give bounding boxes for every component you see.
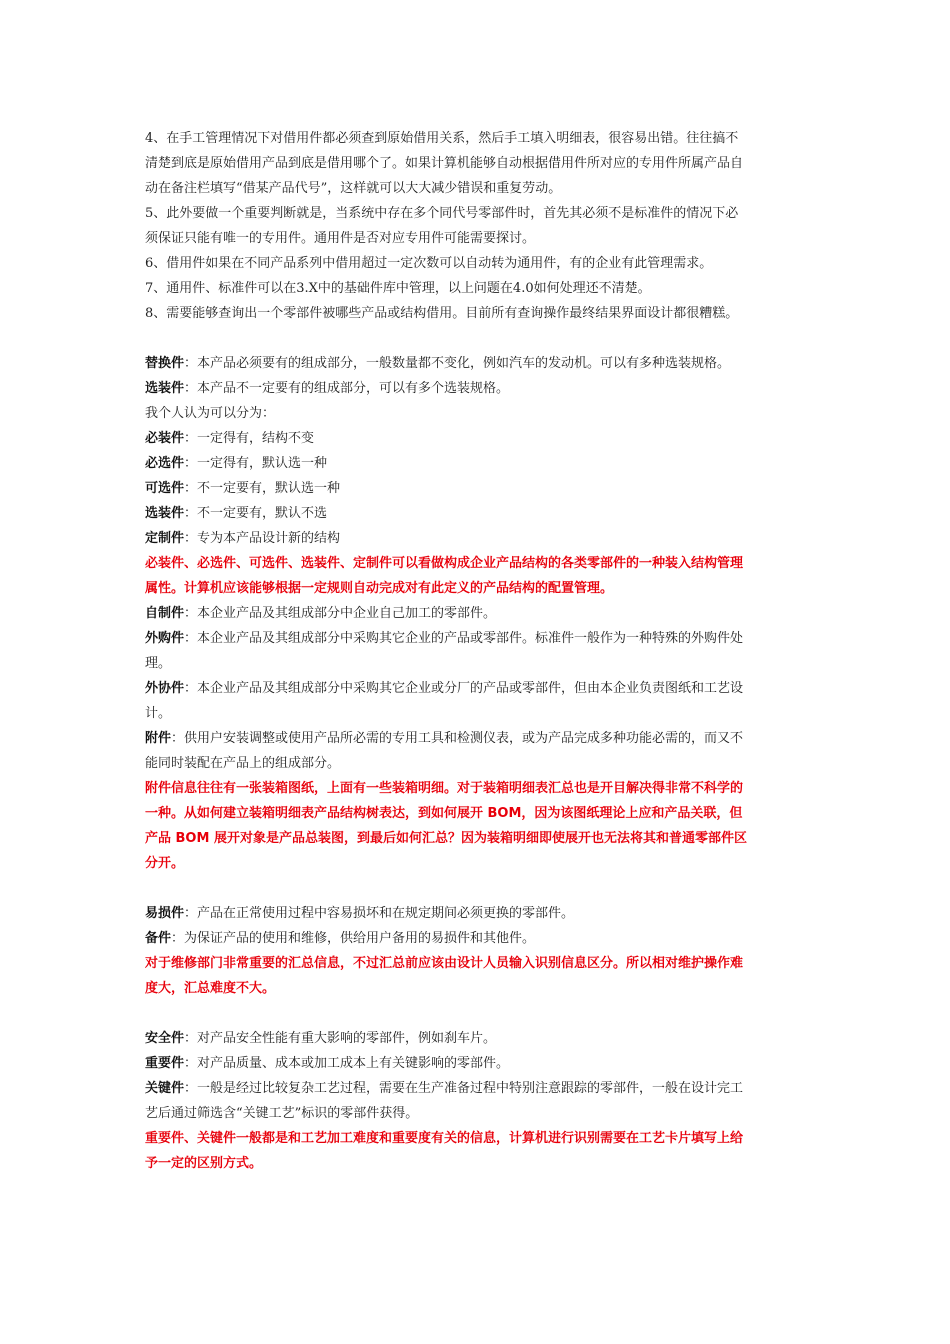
term-label: 备件 [145,931,172,946]
highlight-note: 重要件、关键件一般都是和工艺加工难度和重要度有关的信息，计算机进行识别需要在工艺卡片填写上给 [145,1131,744,1146]
personal-note: 我个人认为可以分为： [145,406,276,421]
definition-line [145,676,807,701]
term-label: 选装件 [145,506,185,521]
term-description: ：供用户安装调整或使用产品所必需的专用工具和检测仪表，或为产品完成多种功能必需的，而又不 [171,731,744,746]
highlight-note: 予一定的区别方式。 [145,1156,263,1171]
definition-continuation: 理。 [145,656,172,671]
term-description: ：本企业产品及其组成部分中采购其它企业或分厂的产品或零部件，但由本企业负责图纸和工艺设 [184,681,744,696]
definition-continuation: 艺后通过筛选含“关键工艺”标识的零部件获得。 [145,1106,419,1121]
highlight-note: 一种。从如何建立装箱明细表产品结构树表达，到如何展开 BOM，因为该图纸理论上应和产品关联，但 [145,806,743,821]
term-label: 可选件 [145,481,185,496]
highlight-note: 分开。 [145,856,185,871]
definition-continuation: 计。 [145,706,172,721]
paragraph-line: 须保证只能有唯一的专用件。通用件是否对应专用件可能需要探讨。 [145,231,536,246]
term-description: ：本产品不一定要有的组成部分，可以有多个选装规格。 [184,381,510,396]
term-description: ：一定得有，结构不变 [184,431,315,446]
term-label: 附件 [145,731,172,746]
highlight-note: 产品 BOM 展开对象是产品总装图，到最后如何汇总？因为装箱明细即使展开也无法将其和普通零部件区 [145,831,747,846]
definition-line [145,926,807,951]
term-description: ：不一定要有，默认不选 [184,506,328,521]
term-label: 易损件 [145,906,185,921]
definition-line [145,526,807,551]
paragraph-spacer [145,326,807,351]
term-description: ：一定得有，默认选一种 [184,456,328,471]
paragraph-spacer [145,876,807,901]
paragraph-line: 6、借用件如果在不同产品系列中借用超过一定次数可以自动转为通用件，有的企业有此管理需求。 [145,256,713,271]
definition-continuation: 能同时装配在产品上的组成部分。 [145,756,341,771]
definition-line [145,351,807,376]
definition-line [145,726,807,751]
term-description: ：一般是经过比较复杂工艺过程，需要在生产准备过程中特别注意跟踪的零部件，一般在设计完工 [184,1081,744,1096]
definition-line [145,901,807,926]
definition-line [145,476,807,501]
highlight-note: 附件信息往往有一张装箱图纸，上面有一些装箱明细。对于装箱明细表汇总也是开目解决得非常不科学的 [145,781,744,796]
paragraph-line: 8、需要能够查询出一个零部件被哪些产品或结构借用。目前所有查询操作最终结果界面设计都很糟糕。 [145,306,739,321]
term-description: ：不一定要有，默认选一种 [184,481,341,496]
definition-line [145,501,807,526]
highlight-note: 对于维修部门非常重要的汇总信息，不过汇总前应该由设计人员输入识别信息区分。所以相对维护操作难 [145,956,744,971]
definition-line [145,1051,807,1076]
term-description: ：本企业产品及其组成部分中企业自己加工的零部件。 [184,606,497,621]
term-label: 替换件 [145,356,185,371]
term-label: 必选件 [145,456,185,471]
definition-line [145,451,807,476]
term-description: ：对产品质量、成本或加工成本上有关键影响的零部件。 [184,1056,510,1071]
paragraph-line: 4、在手工管理情况下对借用件都必须查到原始借用关系，然后手工填入明细表，很容易出错。往往搞不 [145,131,739,146]
term-description: ：为保证产品的使用和维修，供给用户备用的易损件和其他件。 [171,931,536,946]
term-label: 安全件 [145,1031,185,1046]
term-description: ：产品在正常使用过程中容易损坏和在规定期间必须更换的零部件。 [184,906,575,921]
definition-line [145,626,807,651]
term-description: ：本产品必须要有的组成部分，一般数量都不变化，例如汽车的发动机。可以有多种选装规格。 [184,356,731,371]
highlight-note: 必装件、必选件、可选件、选装件、定制件可以看做构成企业产品结构的各类零部件的一种装入结构管理 [145,556,744,571]
term-label: 选装件 [145,381,185,396]
term-description: ：专为本产品设计新的结构 [184,531,341,546]
definition-line [145,426,807,451]
term-description: ：对产品安全性能有重大影响的零部件，例如刹车片。 [184,1031,497,1046]
definition-line [145,601,807,626]
paragraph-line: 清楚到底是原始借用产品到底是借用哪个了。如果计算机能够自动根据借用件所对应的专用件所属产品自 [145,156,744,171]
term-label: 定制件 [145,531,185,546]
document-page [145,126,807,1176]
term-label: 外协件 [145,681,185,696]
highlight-note: 度大，汇总难度不大。 [145,981,276,996]
term-label: 重要件 [145,1056,185,1071]
term-description: ：本企业产品及其组成部分中采购其它企业的产品或零部件。标准件一般作为一种特殊的外购件处 [184,631,744,646]
definition-line [145,376,807,401]
term-label: 关键件 [145,1081,185,1096]
definition-line [145,1076,807,1101]
definition-line [145,1026,807,1051]
highlight-note: 属性。计算机应该能够根据一定规则自动完成对有此定义的产品结构的配置管理。 [145,581,614,596]
term-label: 自制件 [145,606,185,621]
paragraph-line: 5、此外要做一个重要判断就是，当系统中存在多个同代号零部件时，首先其必须不是标准件的情况下必 [145,206,739,221]
term-label: 必装件 [145,431,185,446]
paragraph-line: 7、通用件、标准件可以在3.X中的基础件库中管理，以上问题在4.0如何处理还不清楚。 [145,281,651,296]
paragraph-line: 动在备注栏填写“借某产品代号”，这样就可以大大减少错误和重复劳动。 [145,181,562,196]
term-label: 外购件 [145,631,185,646]
paragraph-spacer [145,1001,807,1026]
